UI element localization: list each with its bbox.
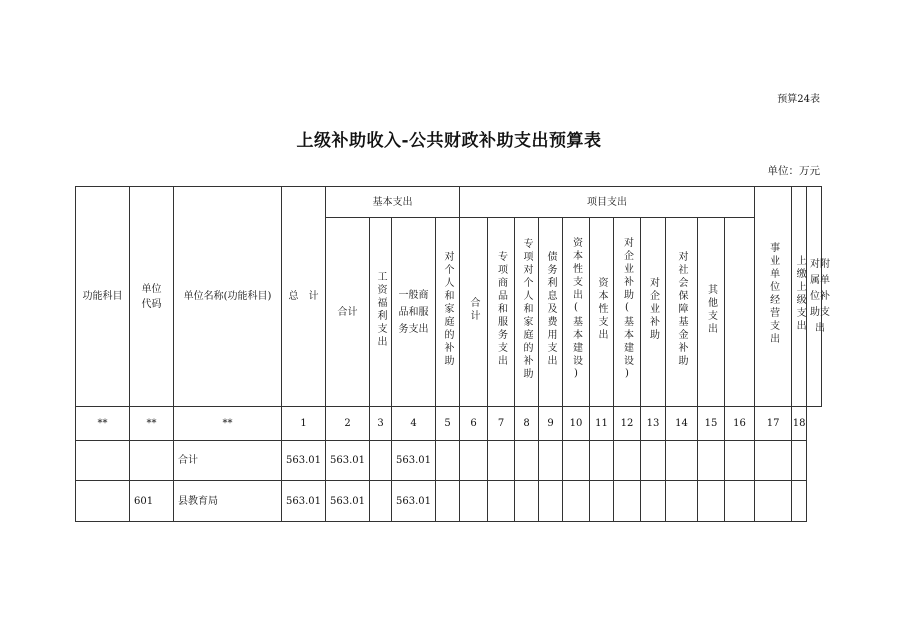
- col-ent-build-label: 对企业补助(基本建设): [621, 237, 633, 382]
- col-ent-build: [614, 218, 641, 407]
- cell-basic-sum: 563.01: [326, 481, 370, 522]
- idx-2: 2: [326, 407, 370, 441]
- idx-name: **: [174, 407, 282, 441]
- col-sub: [807, 187, 831, 407]
- cell-empty: [725, 441, 755, 481]
- idx-12: 12: [614, 407, 641, 441]
- cell-code: 601: [130, 481, 174, 522]
- col-code-label: 单位代码: [141, 283, 162, 310]
- cell-name: 合计: [174, 441, 282, 481]
- cell-empty: [755, 441, 792, 481]
- table-row: [76, 481, 822, 522]
- cell-empty: [590, 441, 614, 481]
- cell-total: 563.01: [282, 481, 326, 522]
- cell-salary: [370, 481, 392, 522]
- cell-func: [76, 481, 130, 522]
- cell-empty: [698, 481, 725, 522]
- col-ent-label: 对企业补助: [647, 277, 659, 342]
- col-func: 功能科目: [76, 187, 130, 407]
- idx-6: 6: [460, 407, 488, 441]
- col-ent: [641, 218, 666, 407]
- idx-18: 18: [792, 407, 807, 441]
- table-row: [76, 441, 822, 481]
- col-special-personal-label: 专项对个人和家庭的补助: [521, 238, 532, 381]
- idx-10: 10: [563, 407, 590, 441]
- col-total: 总 计: [282, 187, 326, 407]
- col-social-label: 对社会保障基金补助: [676, 251, 687, 368]
- idx-8: 8: [515, 407, 539, 441]
- unit-label: 单位：万元: [767, 165, 820, 177]
- col-proj-sum-label: 合计: [468, 296, 479, 323]
- col-debt: [539, 218, 563, 407]
- cell-goods: 563.01: [392, 481, 436, 522]
- col-special-goods-label: 专项商品和服务支出: [495, 251, 507, 368]
- cell-name: 县教育局: [174, 481, 282, 522]
- col-special-goods: [488, 218, 515, 407]
- col-social: [666, 218, 698, 407]
- idx-16: 16: [725, 407, 755, 441]
- cell-empty: [539, 481, 563, 522]
- col-name: 单位名称(功能科目): [174, 187, 282, 407]
- cell-empty: [488, 441, 515, 481]
- idx-9: 9: [539, 407, 563, 441]
- col-capital: [590, 218, 614, 407]
- cell-empty: [436, 481, 460, 522]
- idx-13: 13: [641, 407, 666, 441]
- idx-11: 11: [590, 407, 614, 441]
- col-personal-label: 对个人和家庭的补助: [442, 251, 453, 368]
- cell-empty: [563, 441, 590, 481]
- index-row: [76, 407, 822, 441]
- cell-empty: [590, 481, 614, 522]
- cell-empty: [460, 441, 488, 481]
- col-group-basic: 基本支出: [326, 187, 460, 218]
- col-goods: [392, 218, 436, 407]
- cell-empty: [539, 441, 563, 481]
- idx-5: 5: [436, 407, 460, 441]
- col-other-label: 其他支出: [705, 283, 717, 336]
- col-salary-label: 工资福利支出: [375, 270, 386, 349]
- cell-empty: [666, 481, 698, 522]
- idx-1: 1: [282, 407, 326, 441]
- col-goods-label: 一般商品和服务支出: [398, 289, 429, 335]
- cell-empty: [792, 481, 807, 522]
- cell-empty: [792, 441, 807, 481]
- col-debt-label: 债务利息及费用支出: [545, 251, 556, 368]
- cell-empty: [614, 481, 641, 522]
- col-capital-build-label: 资本性支出(基本建设): [570, 237, 582, 382]
- col-special-personal: [515, 218, 539, 407]
- col-basic-sum: 合计: [326, 218, 370, 407]
- cell-total: 563.01: [282, 441, 326, 481]
- cell-empty: [641, 481, 666, 522]
- col-proj-sum: [460, 218, 488, 407]
- col-personal: [436, 218, 460, 407]
- cell-empty: [614, 441, 641, 481]
- cell-empty: [515, 441, 539, 481]
- cell-code: [130, 441, 174, 481]
- cell-empty: [666, 441, 698, 481]
- idx-code: **: [130, 407, 174, 441]
- col-group-project: 项目支出: [460, 187, 755, 218]
- page-title: 上级补助收入-公共财政补助支出预算表: [296, 131, 602, 151]
- idx-7: 7: [488, 407, 515, 441]
- col-other: [698, 218, 725, 407]
- col-capital-label: 资本性支出: [596, 277, 607, 342]
- col-upper: [792, 187, 807, 407]
- col-capital-build: [563, 218, 590, 407]
- idx-func: **: [76, 407, 130, 441]
- idx-3: 3: [370, 407, 392, 441]
- col-biz: [755, 187, 792, 407]
- idx-14: 14: [666, 407, 698, 441]
- idx-4: 4: [392, 407, 436, 441]
- cell-empty: [460, 481, 488, 522]
- idx-17: 17: [755, 407, 792, 441]
- col-sub-label: 对附属单位补助支出: [810, 258, 831, 334]
- cell-empty: [436, 441, 460, 481]
- col-biz-label: 事业单位经营支出: [767, 242, 779, 346]
- cell-basic-sum: 563.01: [326, 441, 370, 481]
- col-code: [130, 187, 174, 407]
- cell-empty: [515, 481, 539, 522]
- cell-empty: [755, 481, 792, 522]
- cell-goods: 563.01: [392, 441, 436, 481]
- budget-table: [75, 186, 831, 522]
- cell-salary: [370, 441, 392, 481]
- header-row-1: [76, 187, 822, 218]
- cell-func: [76, 441, 130, 481]
- cell-empty: [641, 441, 666, 481]
- cell-empty: [725, 481, 755, 522]
- cell-empty: [563, 481, 590, 522]
- col-upper-label: 上缴上级支出: [794, 255, 806, 333]
- cell-empty: [698, 441, 725, 481]
- col-salary: [370, 218, 392, 407]
- form-number: 预算24表: [777, 94, 820, 105]
- idx-15: 15: [698, 407, 725, 441]
- cell-empty: [488, 481, 515, 522]
